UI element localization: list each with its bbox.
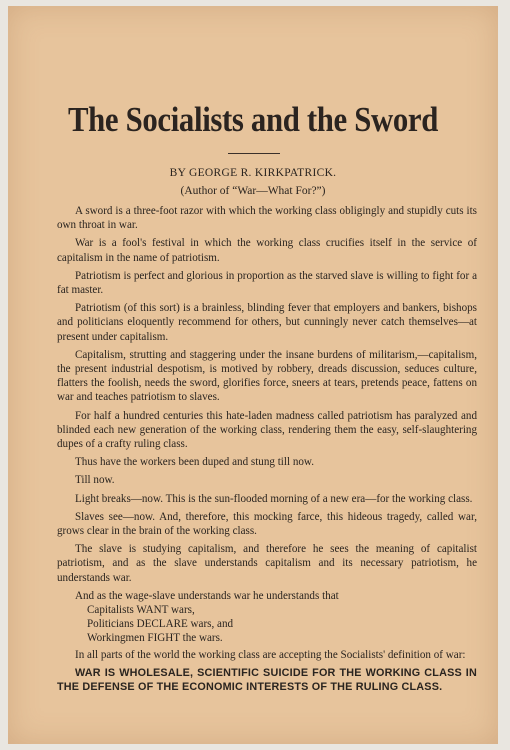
paragraph: A sword is a three-foot razor with which the working class obligingly and stupidly cuts its own throat in war. xyxy=(57,205,477,232)
paragraph: Capitalism, strutting and staggering under the insane burdens of militarism,—capitalism, the present industrial despotism, is motived by robbery, dreads discussion, seduces culture, flatters the foolish, needs the sword, glorifies force, sneers at tears, pretends peace, fattens on war and teaches patriotism to slaves. xyxy=(57,348,477,404)
paragraph: The slave is studying capitalism, and therefore he sees the meaning of capitalist patriotism, and as the slave understands capitalism and its necessary patriotism, he understands war. xyxy=(57,543,477,584)
paragraph: Patriotism (of this sort) is a brainless, blinding fever that employers and bankers, bishops and politicians eloquently recommend for others, but cunningly never catch themselves—at present under capitalism. xyxy=(57,302,477,343)
article-body xyxy=(57,204,477,698)
title-divider xyxy=(228,153,280,154)
paragraph: Light breaks—now. This is the sun-flooded morning of a new era—for the working class. xyxy=(75,492,473,505)
paragraph: Patriotism is perfect and glorious in proportion as the starved slave is willing to fight for a fat master. xyxy=(57,269,477,297)
paragraph: For half a hundred centuries this hate-laden madness called patriotism has paralyzed and blinded each new generation of the working class, rendering them the easy, self-slaughtering dupes of a crafty ruling class. xyxy=(57,409,477,451)
page-title: The Socialists and the Sword xyxy=(67,100,439,139)
list-item: Capitalists WANT wars, xyxy=(87,604,195,617)
closing-statement: WAR IS WHOLESALE, SCIENTIFIC SUICIDE FOR THE WORKING CLASS IN THE DEFENSE OF THE ECONOMIC INTERESTS OF THE RULING CLASS. xyxy=(57,666,477,693)
leaflet-page xyxy=(8,6,498,744)
list-item: Politicians DECLARE wars, and xyxy=(87,618,234,631)
author-note: (Author of “War—What For?”) xyxy=(180,185,326,197)
paragraph: And as the wage-slave understands war he understands that xyxy=(75,589,339,602)
paragraph: Slaves see—now. And, therefore, this mocking farce, this hideous tragedy, called war, grows clear in the brain of the working class. xyxy=(57,510,477,538)
paragraph: War is a fool's festival in which the working class crucifies itself in the service of capitalism in the name of patriotism. xyxy=(57,237,477,264)
paragraph: Till now. xyxy=(75,474,115,487)
paragraph: Thus have the workers been duped and stung till now. xyxy=(75,456,314,469)
definition-intro: In all parts of the world the working class are accepting the Socialists' definition of war: xyxy=(75,648,466,661)
byline: BY GEORGE R. KIRKPATRICK. xyxy=(169,167,337,179)
list-item: Workingmen FIGHT the wars. xyxy=(87,632,223,645)
